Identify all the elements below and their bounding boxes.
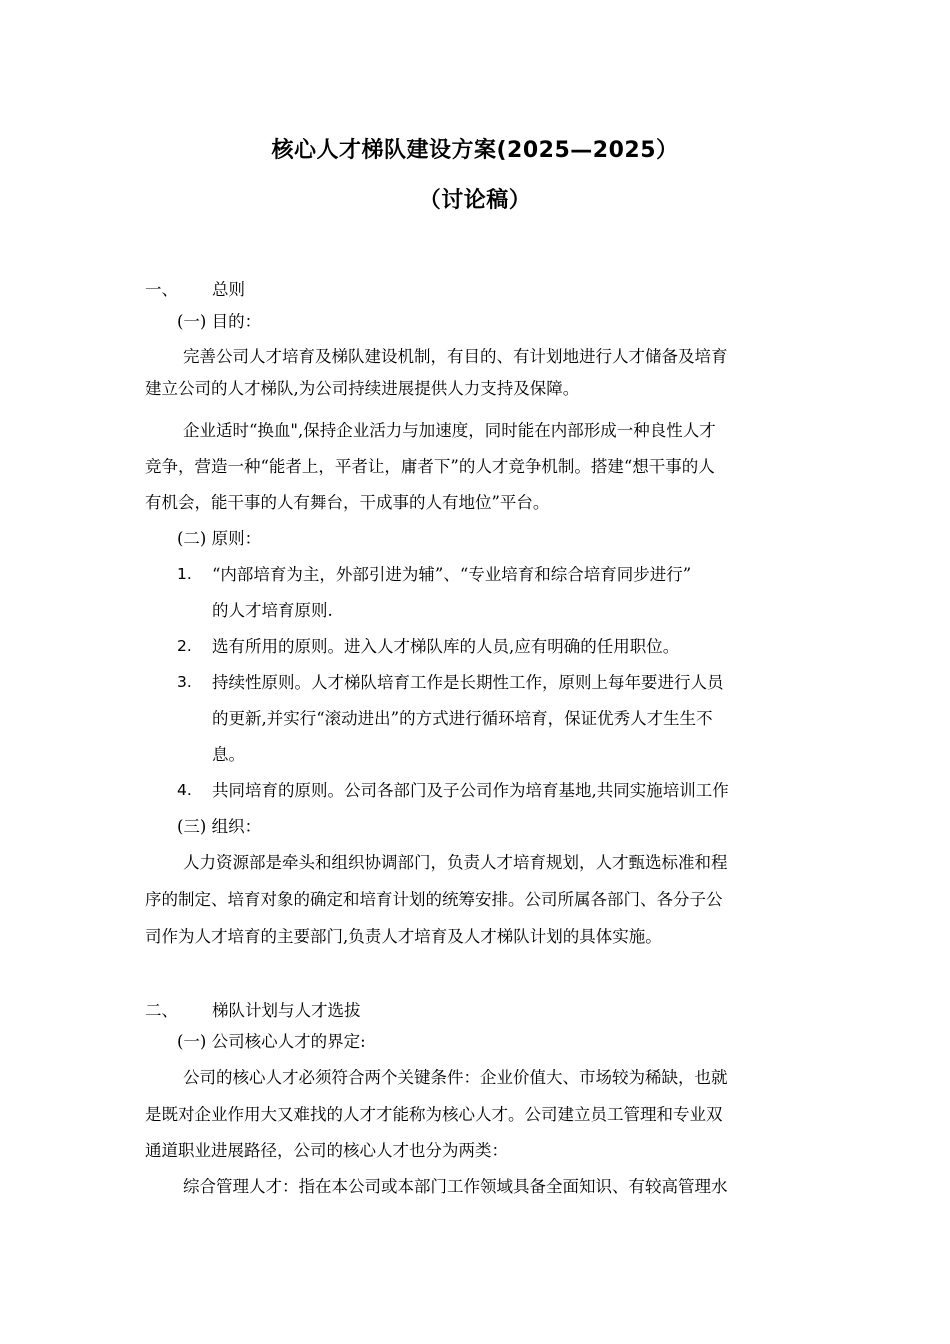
paragraph-line: 竞争，营造一种“能者上，平者让，庸者下”的人才竞争机制。搭建“想干事的人 bbox=[145, 457, 715, 476]
paragraph-line: 企业适时“换血",保持企业活力与加速度，同时能在内部形成一种良性人才 bbox=[183, 421, 716, 440]
list-item-line: “内部培育为主，外部引进为辅”、“专业培育和综合培育同步进行” bbox=[212, 565, 692, 584]
list-item-line: 的人才培育原则. bbox=[212, 601, 333, 620]
section-2-heading: 梯队计划与人才选拔 bbox=[212, 1001, 361, 1020]
list-item-number: 1. bbox=[177, 565, 192, 583]
paragraph-line: 是既对企业作用大又难找的人才才能称为核心人才。公司建立员工管理和专业双 bbox=[145, 1105, 723, 1124]
list-item-line: 选有所用的原则。进入人才梯队库的人员,应有明确的任用职位。 bbox=[212, 637, 680, 656]
list-item-line: 的更新,并实行“滚动进出”的方式进行循环培育，保证优秀人才生生不 bbox=[212, 709, 713, 728]
section-1-subheading-principles: (二) 原则： bbox=[177, 529, 262, 548]
section-1-subheading-organization: (三) 组织： bbox=[177, 817, 262, 836]
paragraph-line: 通道职业进展路径，公司的核心人才也分为两类： bbox=[145, 1141, 508, 1160]
paragraph-line: 有机会，能干事的人有舞台，干成事的人有地位”平台。 bbox=[145, 493, 550, 512]
section-1-number: 一、 bbox=[145, 280, 178, 299]
document-subtitle: （讨论稿） bbox=[418, 188, 532, 213]
paragraph-line: 综合管理人才：指在本公司或本部门工作领域具备全面知识、有较高管理水 bbox=[183, 1177, 728, 1196]
list-item-number: 2. bbox=[177, 637, 192, 655]
paragraph-line: 司作为人才培育的主要部门,负责人才培育及人才梯队计划的具体实施。 bbox=[145, 927, 662, 946]
paragraph-line: 人力资源部是牵头和组织协调部门，负责人才培育规划，人才甄选标准和程 bbox=[183, 853, 728, 872]
list-item-number: 3. bbox=[177, 673, 192, 691]
list-item-line: 持续性原则。人才梯队培育工作是长期性工作，原则上每年要进行人员 bbox=[212, 673, 724, 692]
paragraph-line: 完善公司人才培育及梯队建设机制，有目的、有计划地进行人才储备及培育 bbox=[183, 347, 728, 366]
document-title: 核心人才梯队建设方案(2025—2025） bbox=[271, 138, 679, 163]
list-item-line: 息。 bbox=[212, 745, 245, 764]
section-2-number: 二、 bbox=[145, 1001, 178, 1020]
section-1-subheading-purpose: (一) 目的： bbox=[177, 312, 262, 331]
paragraph-line: 公司的核心人才必须符合两个关键条件：企业价值大、市场较为稀缺，也就 bbox=[183, 1068, 728, 1087]
list-item-number: 4. bbox=[177, 781, 192, 799]
list-item-line: 共同培育的原则。公司各部门及子公司作为培育基地,共同实施培训工作 bbox=[212, 781, 729, 800]
section-1-heading: 总则 bbox=[212, 280, 245, 299]
section-2-subheading-definition: (一) 公司核心人才的界定: bbox=[177, 1032, 366, 1051]
paragraph-line: 建立公司的人才梯队,为公司持续进展提供人力支持及保障。 bbox=[145, 379, 580, 398]
paragraph-line: 序的制定、培育对象的确定和培育计划的统筹安排。公司所属各部门、各分子公 bbox=[145, 890, 723, 909]
